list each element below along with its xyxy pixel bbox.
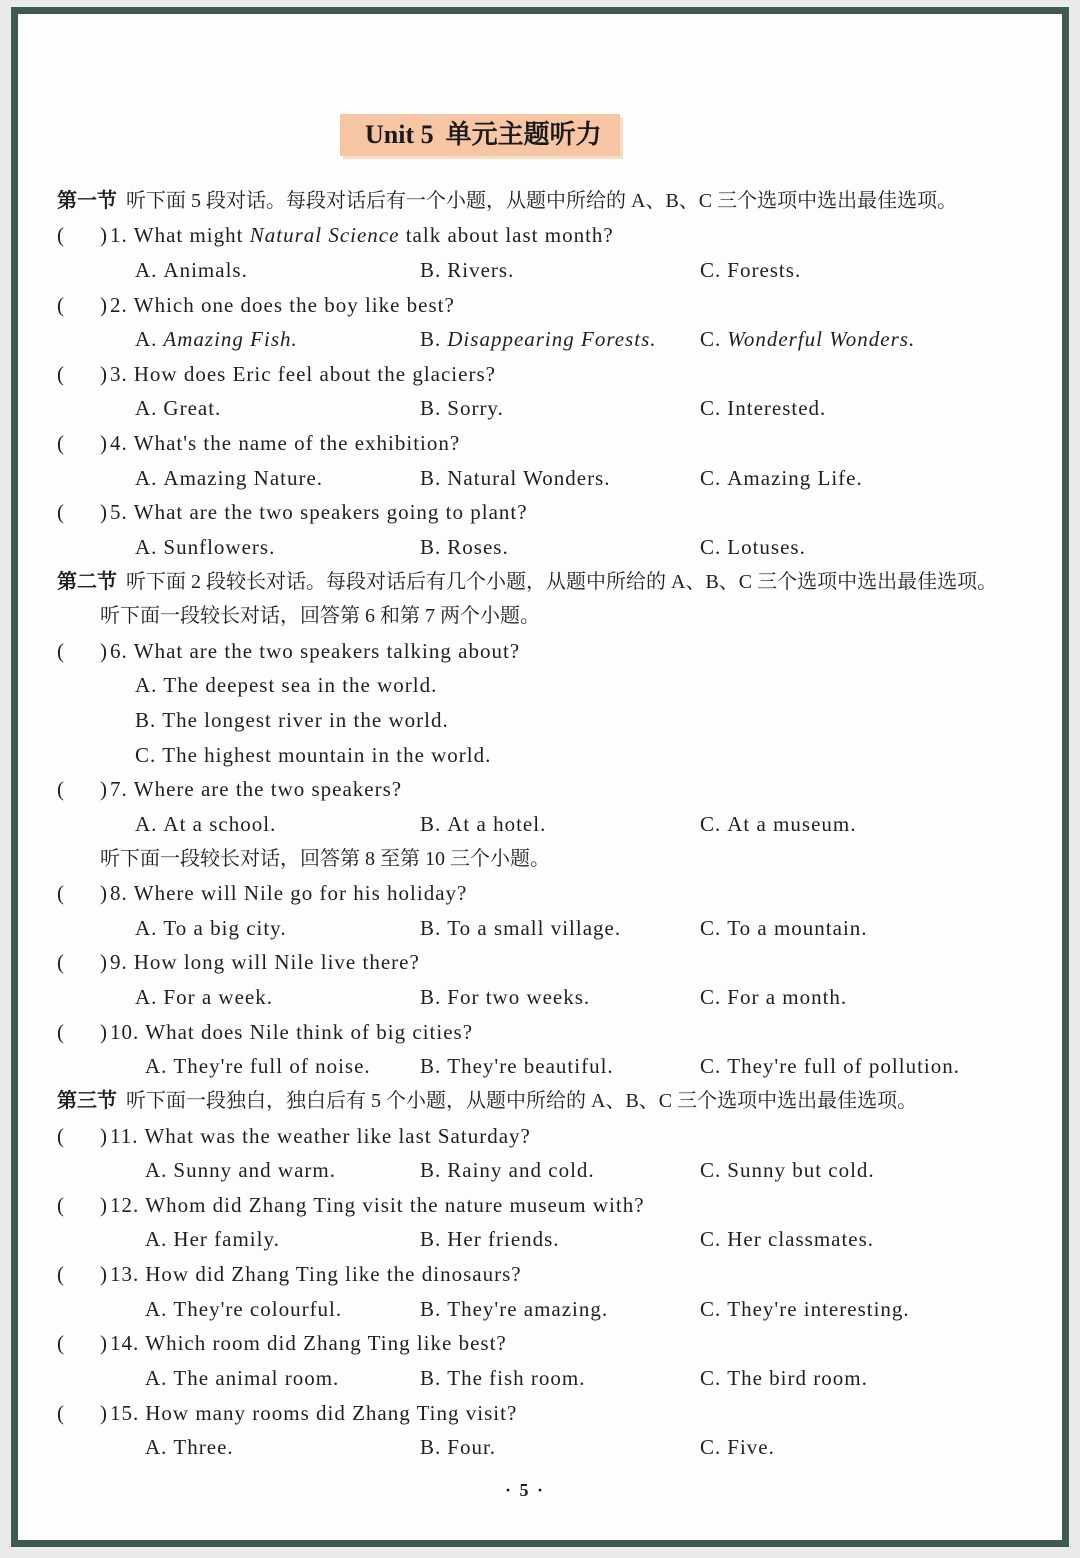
- option-letter: B.: [420, 1435, 442, 1460]
- option-a: [135, 668, 437, 703]
- question-4: [0, 426, 1080, 461]
- option-text: Sunny and warm.: [173, 1158, 336, 1183]
- option-letter: B.: [420, 257, 442, 282]
- answer-blank-open: (: [57, 1331, 65, 1356]
- option-letter: C.: [700, 1435, 722, 1460]
- option-text: Her family.: [173, 1227, 280, 1252]
- option-letter: C.: [700, 257, 722, 282]
- question-4-options: [0, 461, 1080, 496]
- answer-blank-open: (: [57, 292, 65, 317]
- option-text: Five.: [727, 1435, 775, 1460]
- option-c: [700, 391, 826, 426]
- title-unit: Unit 5: [365, 120, 434, 149]
- question-2: [0, 288, 1080, 323]
- question-text: What are the two speakers talking about?: [133, 638, 521, 663]
- page-number: · 5 ·: [505, 1480, 546, 1500]
- question-text: How long will Nile live there?: [133, 950, 420, 975]
- question-stem: [110, 1257, 522, 1292]
- option-text: They're amazing.: [447, 1296, 609, 1321]
- sub-instruction-text: 听下面一段较长对话，回答第 6 和第 7 两个小题。: [100, 605, 540, 628]
- option-a: [135, 530, 275, 565]
- option-text: Lotuses.: [727, 534, 806, 559]
- question-number: 4.: [110, 431, 128, 456]
- option-b: [420, 1049, 614, 1084]
- page-title-box: [340, 114, 620, 156]
- option-b: [420, 980, 590, 1015]
- option-b: [135, 703, 449, 738]
- option-letter: C.: [700, 327, 722, 352]
- question-number: 3.: [110, 361, 128, 386]
- option-c: [700, 1292, 910, 1327]
- option-letter: A.: [135, 257, 158, 282]
- option-letter: B.: [420, 1158, 442, 1183]
- option-a: [145, 1292, 342, 1327]
- option-a: [145, 1049, 371, 1084]
- option-letter: C.: [700, 396, 722, 421]
- question-6-option-b: [0, 703, 1080, 738]
- option-letter: B.: [420, 1365, 442, 1390]
- option-letter: A.: [135, 396, 158, 421]
- question-10-options: [0, 1049, 1080, 1084]
- option-text: Disappearing Forests.: [447, 327, 657, 352]
- option-letter: B.: [420, 1296, 442, 1321]
- question-stem: [110, 288, 455, 323]
- section-instruction: 听下面 5 段对话。每段对话后有一个小题，从题中所给的 A、B、C 三个选项中选出最佳选项。: [126, 189, 958, 212]
- option-text: They're interesting.: [727, 1296, 910, 1321]
- question-13: [0, 1257, 1080, 1292]
- option-letter: A.: [135, 534, 158, 559]
- question-text: Where are the two speakers?: [133, 777, 403, 802]
- question-text: How many rooms did Zhang Ting visit?: [145, 1400, 518, 1425]
- sub-instruction-2: [0, 842, 1080, 877]
- question-text: How did Zhang Ting like the dinosaurs?: [145, 1262, 522, 1287]
- option-text: Amazing Fish.: [163, 327, 298, 352]
- section-heading: [57, 565, 997, 600]
- option-c: [700, 980, 847, 1015]
- question-text: What's the name of the exhibition?: [133, 431, 461, 456]
- question-10: [0, 1015, 1080, 1050]
- option-text: For two weeks.: [447, 985, 591, 1010]
- option-c: [700, 911, 868, 946]
- option-b: [420, 1153, 595, 1188]
- option-c: [700, 253, 801, 288]
- question-stem: [110, 772, 402, 807]
- question-text: How does Eric feel about the glaciers?: [133, 361, 496, 386]
- option-letter: A.: [145, 1296, 168, 1321]
- option-c: [700, 1222, 874, 1257]
- question-number: 5.: [110, 500, 128, 525]
- option-text: At a museum.: [727, 811, 857, 836]
- option-text: Sunny but cold.: [727, 1158, 875, 1183]
- option-letter: A.: [135, 465, 158, 490]
- section-label: 第一节: [57, 189, 117, 212]
- option-text: Rivers.: [447, 257, 515, 282]
- option-letter: B.: [420, 811, 442, 836]
- question-3-options: [0, 391, 1080, 426]
- option-text: Rainy and cold.: [447, 1158, 595, 1183]
- question-14: [0, 1326, 1080, 1361]
- question-stem: [110, 1396, 517, 1431]
- section-label: 第三节: [57, 1089, 117, 1112]
- answer-blank-open: (: [57, 881, 65, 906]
- worksheet-content: [0, 184, 1080, 1465]
- question-stem: [110, 495, 528, 530]
- option-text: They're colourful.: [173, 1296, 343, 1321]
- question-15-options: [0, 1430, 1080, 1465]
- title-topic: 单元主题听力: [445, 120, 602, 149]
- answer-blank-close: ): [100, 777, 108, 802]
- option-letter: C.: [700, 811, 722, 836]
- answer-blank-close: ): [100, 500, 108, 525]
- question-5: [0, 495, 1080, 530]
- option-a: [145, 1153, 336, 1188]
- answer-blank-close: ): [100, 638, 108, 663]
- question-text-start: What might: [133, 223, 250, 248]
- answer-blank-open: (: [57, 1123, 65, 1148]
- question-8-options: [0, 911, 1080, 946]
- question-stem: [110, 876, 467, 911]
- option-text: To a big city.: [163, 915, 287, 940]
- option-text: They're full of noise.: [173, 1054, 371, 1079]
- option-a: [135, 391, 221, 426]
- section-3-header: [0, 1084, 1080, 1119]
- option-a: [135, 980, 273, 1015]
- option-b: [420, 1430, 496, 1465]
- section-instruction: 听下面 2 段较长对话。每段对话后有几个小题，从题中所给的 A、B、C 三个选项中选出最佳选项。: [126, 570, 998, 593]
- option-text: Three.: [173, 1435, 234, 1460]
- question-7: [0, 772, 1080, 807]
- option-text: Forests.: [727, 257, 802, 282]
- option-b: [420, 253, 514, 288]
- answer-blank-close: ): [100, 292, 108, 317]
- option-letter: A.: [135, 985, 158, 1010]
- option-b: [420, 391, 504, 426]
- option-text: They're beautiful.: [447, 1054, 614, 1079]
- option-a: [145, 1361, 339, 1396]
- sub-instruction-text: 听下面一段较长对话，回答第 8 至第 10 三个小题。: [100, 847, 550, 870]
- option-text: At a school.: [163, 811, 277, 836]
- option-letter: A.: [145, 1227, 168, 1252]
- question-stem: [110, 945, 420, 980]
- option-text: Natural Wonders.: [447, 465, 611, 490]
- answer-blank-close: ): [100, 1262, 108, 1287]
- question-stem: [110, 357, 496, 392]
- option-letter: A.: [145, 1158, 168, 1183]
- answer-blank-close: ): [100, 1400, 108, 1425]
- option-letter: A.: [145, 1365, 168, 1390]
- question-number: 2.: [110, 292, 128, 317]
- question-text: Which one does the boy like best?: [133, 292, 455, 317]
- option-a: [135, 911, 287, 946]
- answer-blank-open: (: [57, 1262, 65, 1287]
- option-letter: B.: [420, 915, 442, 940]
- option-letter: B.: [420, 1227, 442, 1252]
- option-letter: B.: [420, 985, 442, 1010]
- section-1-header: [0, 184, 1080, 219]
- question-stem: [110, 426, 460, 461]
- answer-blank-close: ): [100, 431, 108, 456]
- option-text: Her friends.: [447, 1227, 560, 1252]
- option-letter: C.: [700, 1054, 722, 1079]
- answer-blank-close: ): [100, 1019, 108, 1044]
- option-a: [135, 253, 248, 288]
- option-text: For a week.: [163, 985, 273, 1010]
- question-text: Where will Nile go for his holiday?: [133, 881, 468, 906]
- question-number: 1.: [110, 223, 128, 248]
- question-3: [0, 357, 1080, 392]
- option-letter: C.: [700, 1296, 722, 1321]
- option-text: Great.: [163, 396, 222, 421]
- answer-blank-open: (: [57, 1019, 65, 1044]
- answer-blank-close: ): [100, 1123, 108, 1148]
- option-a: [145, 1430, 234, 1465]
- option-text: The bird room.: [727, 1365, 868, 1390]
- option-a: [135, 461, 323, 496]
- answer-blank-open: (: [57, 777, 65, 802]
- option-letter: C.: [700, 1227, 722, 1252]
- option-a: [135, 807, 276, 842]
- question-5-options: [0, 530, 1080, 565]
- section-instruction: 听下面一段独白，独白后有 5 个小题，从题中所给的 A、B、C 三个选项中选出最佳选项。: [126, 1089, 918, 1112]
- option-text: Sunflowers.: [163, 534, 276, 559]
- option-text: Animals.: [163, 257, 248, 282]
- question-7-options: [0, 807, 1080, 842]
- option-c: [700, 807, 857, 842]
- section-heading: [57, 1084, 917, 1119]
- option-text: Amazing Nature.: [163, 465, 324, 490]
- option-text: They're full of pollution.: [727, 1054, 961, 1079]
- answer-blank-close: ): [100, 1192, 108, 1217]
- option-c: [135, 738, 491, 773]
- answer-blank-open: (: [57, 638, 65, 663]
- option-text: The deepest sea in the world.: [163, 673, 438, 698]
- option-text: Interested.: [727, 396, 827, 421]
- option-b: [420, 911, 621, 946]
- question-number: 15.: [110, 1400, 140, 1425]
- question-text-end: talk about last month?: [399, 223, 614, 248]
- answer-blank-open: (: [57, 950, 65, 975]
- option-text: To a mountain.: [727, 915, 868, 940]
- question-text: Which room did Zhang Ting like best?: [145, 1331, 507, 1356]
- answer-blank-open: (: [57, 1192, 65, 1217]
- question-text: [134, 223, 614, 247]
- answer-blank-close: ): [100, 881, 108, 906]
- question-number: 10.: [110, 1019, 140, 1044]
- option-letter: C.: [700, 465, 722, 490]
- question-6: [0, 634, 1080, 669]
- question-number: 7.: [110, 777, 128, 802]
- option-c: [700, 530, 806, 565]
- option-text: The animal room.: [173, 1365, 340, 1390]
- question-number: 11.: [110, 1123, 139, 1148]
- option-letter: A.: [135, 811, 158, 836]
- question-6-option-c: [0, 738, 1080, 773]
- option-letter: A.: [145, 1435, 168, 1460]
- question-9: [0, 945, 1080, 980]
- answer-blank-open: (: [57, 431, 65, 456]
- option-letter: C.: [700, 534, 722, 559]
- question-1: [0, 218, 1080, 253]
- question-15: [0, 1396, 1080, 1431]
- option-text: To a small village.: [447, 915, 622, 940]
- answer-blank-close: ): [100, 950, 108, 975]
- option-text: Amazing Life.: [727, 465, 863, 490]
- question-stem: [110, 218, 614, 253]
- question-number: 12.: [110, 1192, 140, 1217]
- option-text: The fish room.: [447, 1365, 586, 1390]
- option-b: [420, 530, 509, 565]
- option-letter: B.: [420, 465, 442, 490]
- option-letter: C.: [700, 985, 722, 1010]
- option-letter: C.: [700, 1158, 722, 1183]
- question-text: What are the two speakers going to plant?: [133, 500, 528, 525]
- question-stem: [110, 1326, 507, 1361]
- question-stem: [110, 1015, 473, 1050]
- answer-blank-close: ): [100, 361, 108, 386]
- question-12: [0, 1188, 1080, 1223]
- option-letter: C.: [135, 742, 157, 767]
- option-b: [420, 1222, 560, 1257]
- question-11: [0, 1119, 1080, 1154]
- section-heading: [57, 184, 957, 219]
- option-letter: A.: [135, 327, 158, 352]
- question-stem: [110, 1188, 645, 1223]
- answer-blank-close: ): [100, 1331, 108, 1356]
- question-text: Whom did Zhang Ting visit the nature museum with?: [145, 1192, 645, 1217]
- option-b: [420, 1292, 608, 1327]
- option-text: Four.: [447, 1435, 497, 1460]
- option-c: [700, 1361, 868, 1396]
- sub-instruction-1: [0, 599, 1080, 634]
- question-8: [0, 876, 1080, 911]
- question-12-options: [0, 1222, 1080, 1257]
- section-label: 第二节: [57, 570, 117, 593]
- question-number: 6.: [110, 638, 128, 663]
- question-stem: [110, 634, 520, 669]
- question-number: 9.: [110, 950, 128, 975]
- question-number: 8.: [110, 881, 128, 906]
- question-stem: [110, 1119, 531, 1154]
- question-number: 13.: [110, 1262, 140, 1287]
- answer-blank-open: (: [57, 361, 65, 386]
- option-c: [700, 1430, 775, 1465]
- option-b: [420, 461, 610, 496]
- option-text: Her classmates.: [727, 1227, 875, 1252]
- option-text: For a month.: [727, 985, 848, 1010]
- answer-blank-open: (: [57, 500, 65, 525]
- option-text: Sorry.: [447, 396, 504, 421]
- question-13-options: [0, 1292, 1080, 1327]
- question-text: What does Nile think of big cities?: [145, 1019, 474, 1044]
- option-c: [700, 322, 915, 357]
- option-letter: C.: [700, 915, 722, 940]
- option-text: Roses.: [447, 534, 509, 559]
- option-letter: B.: [420, 327, 442, 352]
- option-b: [420, 322, 657, 357]
- option-letter: A.: [135, 915, 158, 940]
- option-text: The longest river in the world.: [162, 708, 449, 733]
- answer-blank-open: (: [57, 223, 65, 248]
- question-14-options: [0, 1361, 1080, 1396]
- question-text-italic: Natural Science: [249, 223, 400, 248]
- option-letter: B.: [420, 396, 442, 421]
- option-c: [700, 1153, 875, 1188]
- option-b: [420, 1361, 586, 1396]
- option-a: [145, 1222, 280, 1257]
- option-a: [135, 322, 298, 357]
- question-2-options: [0, 322, 1080, 357]
- option-letter: B.: [420, 534, 442, 559]
- question-6-option-a: [0, 668, 1080, 703]
- option-text: Wonderful Wonders.: [727, 327, 916, 352]
- option-letter: B.: [135, 708, 157, 733]
- question-number: 14.: [110, 1331, 140, 1356]
- option-text: At a hotel.: [447, 811, 547, 836]
- question-11-options: [0, 1153, 1080, 1188]
- answer-blank-open: (: [57, 1400, 65, 1425]
- option-letter: B.: [420, 1054, 442, 1079]
- question-9-options: [0, 980, 1080, 1015]
- question-1-options: [0, 253, 1080, 288]
- option-letter: A.: [145, 1054, 168, 1079]
- section-2-header: [0, 565, 1080, 600]
- option-letter: A.: [135, 673, 158, 698]
- answer-blank-close: ): [100, 223, 108, 248]
- question-text: What was the weather like last Saturday?: [144, 1123, 531, 1148]
- option-c: [700, 461, 863, 496]
- option-c: [700, 1049, 960, 1084]
- option-b: [420, 807, 546, 842]
- option-letter: C.: [700, 1365, 722, 1390]
- option-text: The highest mountain in the world.: [162, 742, 492, 767]
